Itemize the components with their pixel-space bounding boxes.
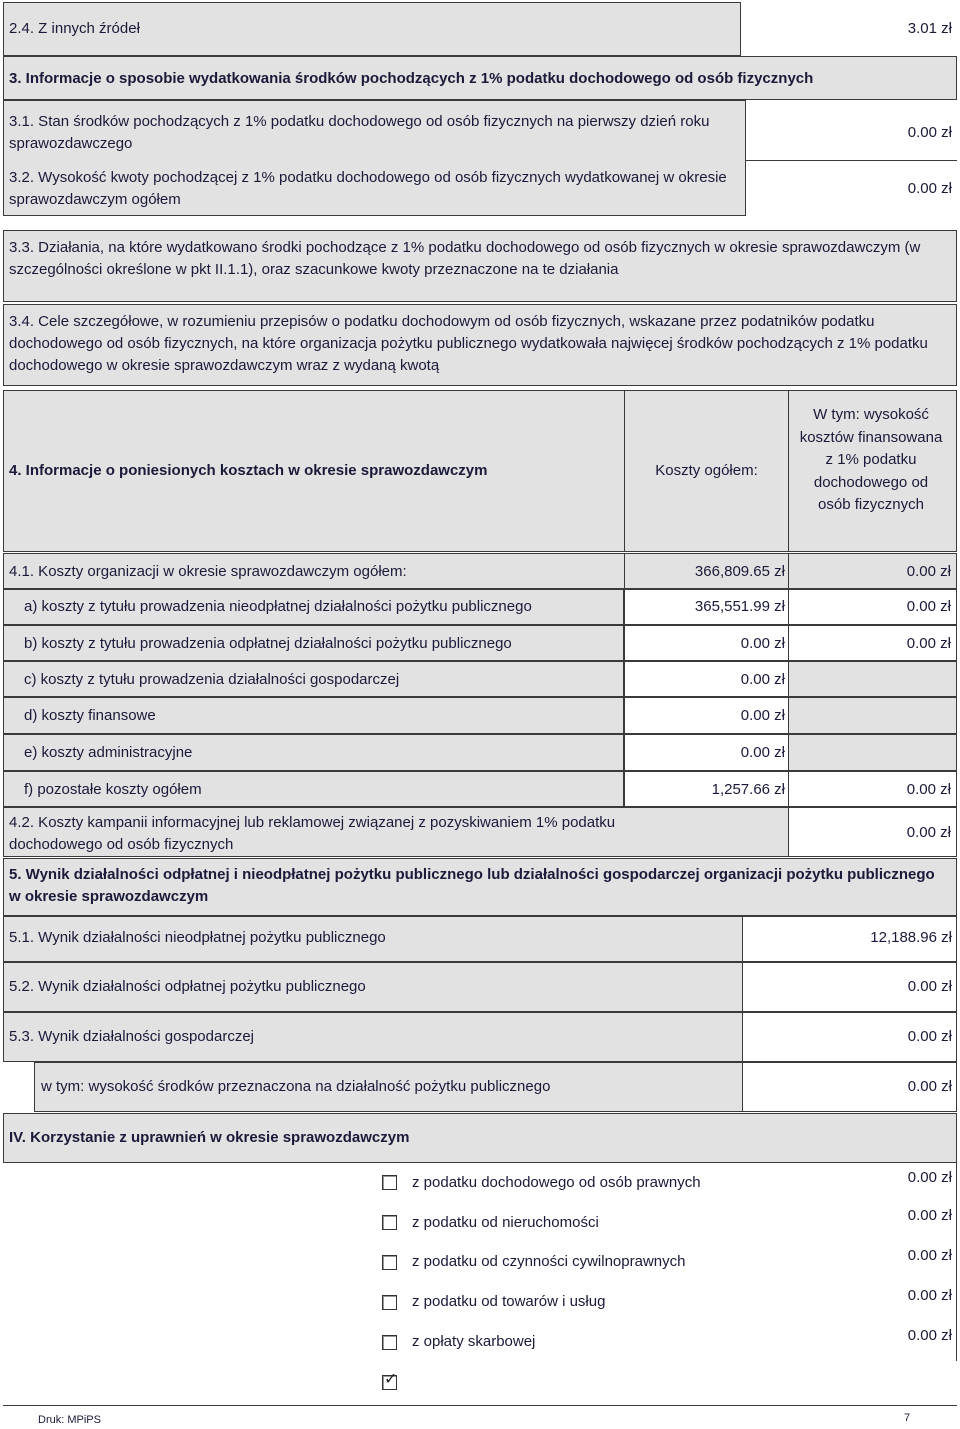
- row-5-3-w-tym-value: 0.00 zł: [907, 1078, 952, 1095]
- exemption-cit-label: z podatku dochodowego od osób prawnych: [412, 1174, 701, 1191]
- row-4-1-label: 4.1. Koszty organizacji w okresie sprawozdawczym ogółem:: [9, 563, 407, 580]
- row-4-2-label: 4.2. Koszty kampanii informacyjnej lub reklamowej związanej z pozyskiwaniem 1% podatku dochodowego od osób fizycznych: [9, 814, 616, 853]
- row-cost-a-pct: 0.00 zł: [906, 598, 951, 615]
- checkbox-vat[interactable]: [382, 1295, 397, 1310]
- section-3-heading: 3. Informacje o sposobie wydatkowania środków pochodzących z 1% podatku dochodowego od osób fizycznych: [9, 70, 814, 87]
- checkbox-civil-law-tax[interactable]: [382, 1255, 397, 1270]
- exemption-property-tax-label: z podatku od nieruchomości: [412, 1214, 599, 1231]
- footer-page-number: 7: [904, 1412, 911, 1424]
- row-cost-b-label: b) koszty z tytułu prowadzenia odpłatnej działalności pożytku publicznego: [24, 635, 512, 652]
- row-cost-f-total: 1,257.66 zł: [711, 781, 785, 798]
- exemption-vat-value: 0.00 zł: [907, 1287, 952, 1304]
- exemption-cit-value: 0.00 zł: [907, 1169, 952, 1186]
- row-3-4-label: 3.4. Cele szczegółowe, w rozumieniu przepisów o podatku dochodowym od osób fizycznych, wskazane przez podatników podatku dochodowego od osób fizycznych, na które organizacja pożytku publicznego wydatkowała najwięcej środków pochodzących z 1% podatku dochodowego w okresie sprawozdawczym wraz z wydaną kwotą: [9, 313, 928, 374]
- exemption-stamp-duty-label: z opłaty skarbowej: [412, 1333, 536, 1350]
- row-cost-e-label: e) koszty administracyjne: [24, 744, 193, 761]
- row-cost-b-pct: 0.00 zł: [906, 635, 951, 652]
- row-cost-e-total: 0.00 zł: [740, 744, 785, 761]
- row-cost-d-label: d) koszty finansowe: [24, 707, 156, 724]
- section-4-heading: 4. Informacje o poniesionych kosztach w okresie sprawozdawczym: [9, 462, 488, 479]
- row-cost-d-pct-cell: [788, 697, 957, 734]
- row-4-1-total: 366,809.65 zł: [694, 563, 785, 580]
- row-cost-c-label: c) koszty z tytułu prowadzenia działalności gospodarczej: [24, 671, 400, 688]
- row-cost-a-total: 365,551.99 zł: [694, 598, 785, 615]
- exemption-civil-law-tax-value: 0.00 zł: [907, 1247, 952, 1264]
- row-3-3-label: 3.3. Działania, na które wydatkowano środki pochodzące z 1% podatku dochodowego od osób fizycznych w okresie sprawozdawczym (w szczególności określone w pkt II.1.1), oraz szacunkowe kwoty przeznaczone na te działania: [9, 239, 921, 278]
- row-5-3-label: 5.3. Wynik działalności gospodarczej: [9, 1028, 254, 1045]
- exemption-property-tax-value: 0.00 zł: [907, 1207, 952, 1224]
- row-cost-c-pct-cell: [788, 661, 957, 697]
- row-cost-e-pct-cell: [788, 734, 957, 771]
- section-5-heading: 5. Wynik działalności odpłatnej i nieodpłatnej pożytku publicznego lub działalności gospodarczej organizacji pożytku publicznego w okresie sprawozdawczym: [9, 866, 935, 905]
- row-4-2-value: 0.00 zł: [906, 824, 951, 841]
- checkbox-other-checked[interactable]: [382, 1371, 398, 1390]
- row-5-1-value: 12,188.96 zł: [870, 929, 952, 946]
- checkbox-stamp-duty[interactable]: [382, 1335, 397, 1350]
- row-4-1-pct: 0.00 zł: [906, 563, 951, 580]
- section-iv-right-border: [955, 1163, 957, 1361]
- row-cost-b-total: 0.00 zł: [740, 635, 785, 652]
- checkbox-property-tax[interactable]: [382, 1215, 397, 1230]
- section-iv-heading: IV. Korzystanie z uprawnień w okresie sprawozdawczym: [9, 1129, 410, 1146]
- row-cost-f-pct: 0.00 zł: [906, 781, 951, 798]
- col-header-total: Koszty ogółem:: [655, 462, 758, 479]
- row-cost-a-label: a) koszty z tytułu prowadzenia nieodpłatnej działalności pożytku publicznego: [24, 598, 532, 615]
- footer-print: Druk: MPiPS: [38, 1414, 101, 1426]
- row-cost-d-total: 0.00 zł: [740, 707, 785, 724]
- exemption-civil-law-tax-label: z podatku od czynności cywilnoprawnych: [412, 1253, 686, 1270]
- row-3-1-label: 3.1. Stan środków pochodzących z 1% podatku dochodowego od osób fizycznych na pierwszy dzień roku sprawozdawczego: [9, 113, 710, 152]
- row-5-2-value: 0.00 zł: [907, 978, 952, 995]
- row-cost-f-label: f) pozostałe koszty ogółem: [24, 781, 202, 798]
- exemption-vat-label: z podatku od towarów i usług: [412, 1293, 606, 1310]
- exemption-stamp-duty-value: 0.00 zł: [907, 1327, 952, 1344]
- row-5-3-value: 0.00 zł: [907, 1028, 952, 1045]
- row-2-4-label: 2.4. Z innych źródeł: [9, 20, 140, 37]
- row-cost-c-total: 0.00 zł: [740, 671, 785, 688]
- checkbox-cit[interactable]: [382, 1175, 397, 1190]
- check-icon: ✓: [384, 1371, 398, 1388]
- row-5-2-label: 5.2. Wynik działalności odpłatnej pożytku publicznego: [9, 978, 366, 995]
- row-2-4-value: 3.01 zł: [907, 20, 952, 37]
- section-4-col-divider-2: [788, 390, 789, 552]
- row-5-3-w-tym-label: w tym: wysokość środków przeznaczona na działalność pożytku publicznego: [41, 1078, 551, 1095]
- row-3-2-label: 3.2. Wysokość kwoty pochodzącej z 1% podatku dochodowego od osób fizycznych wydatkowanej w okresie sprawozdawczym ogółem: [9, 169, 727, 208]
- row-3-2-value: 0.00 zł: [907, 180, 952, 197]
- row-5-1-label: 5.1. Wynik działalności nieodpłatnej pożytku publicznego: [9, 929, 386, 946]
- col-header-1pct: W tym: wysokość kosztów finansowana z 1% podatku dochodowego od osób fizycznych: [799, 406, 943, 513]
- row-3-1-value-line: [746, 160, 957, 161]
- footer-rule: [3, 1405, 957, 1406]
- row-3-1-value: 0.00 zł: [907, 124, 952, 141]
